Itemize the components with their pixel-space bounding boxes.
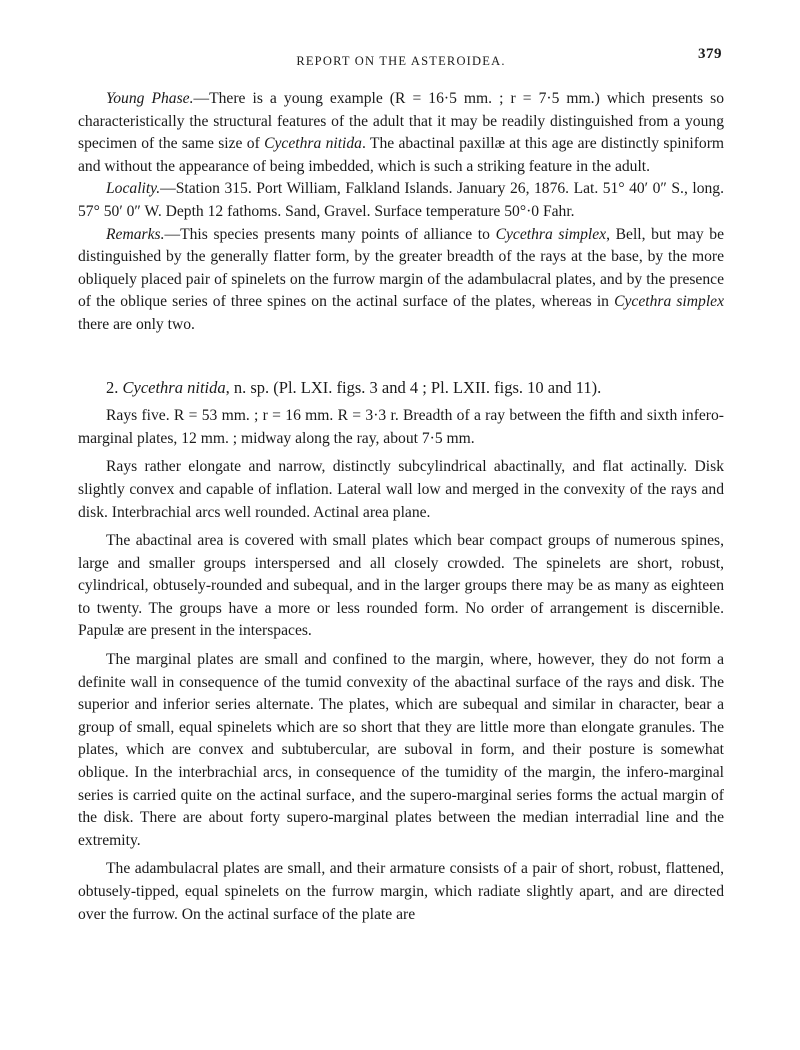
description-adambulacral: The adambulacral plates are small, and their armature consists of a pair of short, robust, flattened, obtusely-tipped, equal spinelets on the furrow margin, which radiate slightly apart, and are directed over the furrow. On the actinal surface of the plate are: [78, 860, 724, 923]
locality-text: —Station 315. Port William, Falkland Islands. January 26, 1876. Lat. 51° 40′ 0″ S., long. 57° 50′ 0″ W. Depth 12 fathoms. Sand, Gravel. Surface temperature 50°·0 Fahr.: [78, 180, 724, 220]
remarks-text: —This species presents many points of alliance to: [164, 225, 496, 243]
species-number: 2.: [106, 377, 119, 397]
page: [78, 40, 724, 926]
remarks-species: Cycethra simplex: [495, 225, 607, 243]
young-phase-text2: . The abactinal paxillæ at this age are distinctly spiniform and without the appearance of being imbedded, which is such a striking feature in the adult.: [78, 135, 725, 175]
young-phase-lead: Young Phase.: [106, 90, 194, 107]
running-head: [78, 40, 724, 68]
locality-paragraph: [78, 178, 724, 223]
young-phase-paragraph: [78, 88, 724, 178]
description-abactinal: The abactinal area is covered with small plates which bear compact groups of numerous spines, large and smaller groups interspersed and all closely crowded. The spinelets are short, robust, cylindrical, obtusely-rounded and subequal, and in the larger groups there may be as many as eighteen to twenty. The groups have a more or less rounded form. No order of arrangement is discernible. Papulæ are present in the interspaces.: [78, 532, 724, 640]
species-plates: , n. sp. (Pl. LXI. figs. 3 and 4 ; Pl. LXII. figs. 10 and 11).: [225, 377, 602, 397]
description-marginal: The marginal plates are small and confined to the margin, where, however, they do not form a definite wall in consequence of the tumid convexity of the abactinal surface of the rays and disk. The superior and inferior series alternate. The plates, which are subequal and similar in character, bear a group of small, equal spinelets which are so short that they are little more than elongate granules. The plates, which are convex and subtubercular, are suboval in form, and their posture is somewhat oblique. In the interbrachial arcs, in consequence of the tumidity of the margin, the infero-marginal series is carried quite on the actinal surface, and the supero-marginal series forms the actual margin of the disk. There are about forty supero-marginal plates between the median interradial line and the extremity.: [78, 651, 724, 849]
species-heading: [78, 377, 724, 400]
species-description: [78, 405, 724, 926]
description-rays: Rays five. R = 53 mm. ; r = 16 mm. R = 3·3 r. Breadth of a ray between the fifth and sixth infero-marginal plates, 12 mm. ; midway along the ray, about 7·5 mm.: [78, 407, 724, 447]
remarks-species2: Cycethra simplex: [614, 293, 724, 311]
young-phase-text: —There is a young example (R = 16·5 mm. ; r = 7·5 mm.) which presents so characteristically the structural features of the adult that it may be readily distinguished from a young specimen of the same size of: [78, 90, 724, 153]
young-phase-species: Cycethra nitida: [264, 135, 362, 153]
remarks-text3: there are only two.: [78, 315, 195, 333]
species-name: Cycethra nitida: [122, 377, 226, 397]
section-cycethra-electilis-continued: [78, 88, 724, 337]
remarks-text2: , Bell, but may be distinguished by the generally flatter form, by the greater breadth of the rays at the base, by the more obliquely placed pair of spinelets on the furrow margin of the adambulacral plates, and by the presence of the oblique series of three spines on the actinal surface of the plates, whereas in: [78, 225, 724, 311]
running-title: REPORT ON THE ASTEROIDEA.: [296, 54, 506, 68]
description-form: Rays rather elongate and narrow, distinctly subcylindrical abactinally, and flat actinally. Disk slightly convex and capable of inflation. Lateral wall low and merged in the convexity of the rays and disk. Interbrachial arcs well rounded. Actinal area plane.: [78, 458, 724, 521]
locality-lead: Locality.: [106, 180, 161, 198]
page-number: 379: [698, 46, 722, 62]
remarks-paragraph: [78, 224, 724, 337]
remarks-lead: Remarks.: [106, 225, 165, 243]
